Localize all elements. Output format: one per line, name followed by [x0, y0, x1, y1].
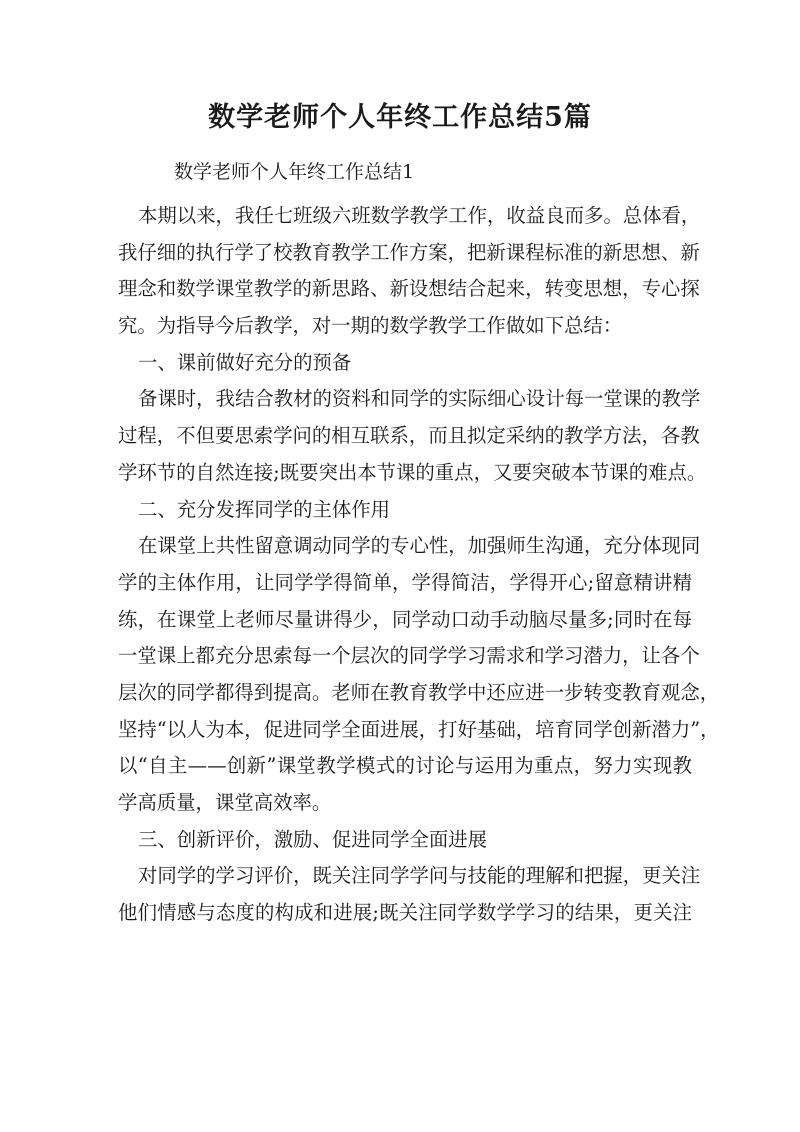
document-body	[118, 198, 720, 932]
paragraph-line: 对同学的学习评价，既关注同学学问与技能的理解和把握，更关注	[138, 864, 701, 888]
paragraph-line: 我仔细的执行学了校教育教学工作方案，把新课程标准的新思想、新	[118, 240, 700, 264]
paragraph-line: 他们情感与态度的构成和进展;既关注同学数学学习的结果，更关注	[118, 901, 692, 925]
paragraph-line: 坚持“以人为本，促进同学全面进展，打好基础，培育同学创新潜力”，	[118, 717, 720, 741]
paragraph-line: 以“自主——创新”课堂教学模式的讨论与运用为重点，努力实现教	[118, 754, 692, 778]
document-title: 数学老师个人年终工作总结5篇	[208, 102, 592, 133]
paragraph-line: 究。为指导今后教学，对一期的数学教学工作做如下总结：	[118, 314, 623, 338]
paragraph-line: 层次的同学都得到提高。老师在教育教学中还应进一步转变教育观念，	[118, 680, 720, 704]
section-heading: 二、充分发挥同学的主体作用	[138, 497, 391, 521]
paragraph-line: 理念和数学课堂教学的新思路、新设想结合起来，转变思想，专心探	[118, 277, 700, 301]
section-heading: 一、课前做好充分的预备	[138, 350, 352, 374]
document-subtitle: 数学老师个人年终工作总结1	[174, 161, 415, 183]
paragraph-line: 在课堂上共性留意调动同学的专心性，加强师生沟通，充分体现同	[138, 534, 701, 558]
paragraph-line: 学环节的自然连接;既要突出本节课的重点，又要突破本节课的难点。	[118, 460, 707, 484]
paragraph-line: 学的主体作用，让同学学得简单，学得简洁，学得开心;留意精讲精	[118, 570, 692, 594]
paragraph-line: 学高质量，课堂高效率。	[118, 791, 332, 814]
section-heading: 三、创新评价，激励、促进同学全面进展	[138, 827, 488, 851]
paragraph-line: 本期以来，我任七班级六班数学教学工作，收益良而多。总体看，	[138, 204, 701, 227]
paragraph-line: 一堂课上都充分思索每一个层次的同学学习需求和学习潜力，让各个	[118, 644, 700, 668]
paragraph-line: 备课时，我结合教材的资料和同学的实际细心设计每一堂课的教学	[138, 387, 701, 411]
paragraph-line: 练，在课堂上老师尽量讲得少，同学动口动手动脑尽量多;同时在每	[118, 607, 692, 631]
paragraph-line: 过程，不但要思索学问的相互联系，而且拟定采纳的教学方法，各教	[118, 424, 700, 448]
